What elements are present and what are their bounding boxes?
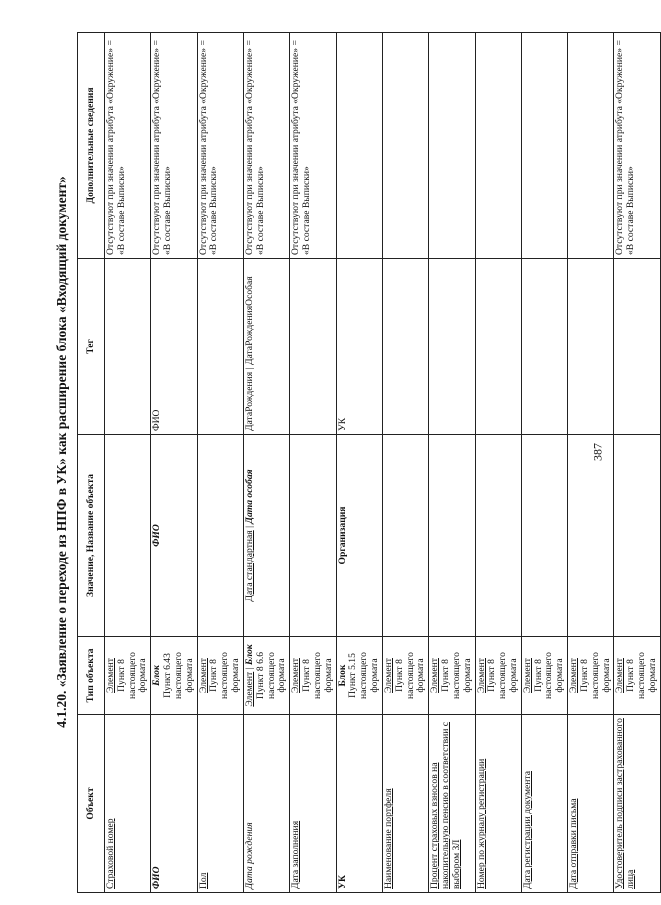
column-header-tag: Тег bbox=[78, 259, 105, 435]
object-name: Процент страховых взносов на накопительную пенсию в соответствии с выбором ЗЛ bbox=[429, 721, 462, 889]
cell-note bbox=[290, 33, 336, 259]
type-label-element: Элемент bbox=[243, 671, 255, 707]
cell-object bbox=[290, 715, 336, 893]
cell-tag bbox=[382, 259, 428, 435]
column-header-note: Дополнительные сведения bbox=[78, 33, 105, 259]
type-label: Элемент bbox=[568, 658, 580, 693]
table-row bbox=[614, 33, 660, 893]
type-ref: Пункт 8 6.6 настоящего формата bbox=[254, 651, 288, 700]
cell-value bbox=[429, 435, 475, 637]
cell-note bbox=[243, 33, 289, 259]
cell-value bbox=[521, 435, 567, 637]
type-ref: Пункт 8 настоящего формата bbox=[115, 652, 149, 699]
table-row bbox=[568, 33, 614, 893]
cell-tag bbox=[521, 259, 567, 435]
cell-note bbox=[105, 33, 151, 259]
cell-tag bbox=[105, 259, 151, 435]
cell-tag bbox=[429, 259, 475, 435]
cell-object bbox=[336, 715, 382, 893]
object-name: ФИО bbox=[151, 866, 163, 889]
type-ref: Пункт 6.43 настоящего формата bbox=[162, 652, 195, 699]
cell-type bbox=[243, 637, 289, 715]
note-text: Отсутствуют при значении атрибута «Окружение» = «В составе Выписки» bbox=[614, 40, 637, 255]
type-label: Блок bbox=[336, 664, 348, 687]
value-separator: | bbox=[243, 523, 255, 531]
cell-object bbox=[568, 715, 614, 893]
cell-type bbox=[290, 637, 336, 715]
spec-table bbox=[77, 32, 661, 893]
cell-object bbox=[614, 715, 660, 893]
cell-type bbox=[197, 637, 243, 715]
object-name: Наименование портфеля bbox=[382, 788, 394, 889]
cell-tag bbox=[243, 259, 289, 435]
cell-value bbox=[151, 435, 197, 637]
cell-type bbox=[382, 637, 428, 715]
cell-tag bbox=[614, 259, 660, 435]
cell-type bbox=[568, 637, 614, 715]
value-text: ФИО bbox=[151, 524, 163, 547]
type-label: Элемент bbox=[614, 658, 626, 693]
note-text: Отсутствуют при значении атрибута «Окружение» = «В составе Выписки» bbox=[243, 40, 266, 255]
table-row bbox=[151, 33, 197, 893]
table-row bbox=[336, 33, 382, 893]
type-label: Элемент bbox=[105, 658, 116, 693]
table-row bbox=[382, 33, 428, 893]
type-ref: Пункт 8 настоящего формата bbox=[532, 652, 566, 699]
cell-type bbox=[336, 637, 382, 715]
object-name: Страховой номер bbox=[105, 818, 116, 889]
object-name: Пол bbox=[197, 872, 209, 889]
cell-note bbox=[475, 33, 521, 259]
cell-object bbox=[151, 715, 197, 893]
note-text: Отсутствуют при значении атрибута «Окружение» = «В составе Выписки» bbox=[151, 40, 174, 255]
type-label: Элемент bbox=[382, 658, 394, 693]
cell-note bbox=[429, 33, 475, 259]
value-text-standard: Дата стандартная bbox=[243, 530, 255, 602]
cell-object bbox=[243, 715, 289, 893]
cell-note bbox=[197, 33, 243, 259]
cell-value bbox=[197, 435, 243, 637]
cell-note bbox=[568, 33, 614, 259]
cell-object bbox=[197, 715, 243, 893]
table-row bbox=[105, 33, 151, 893]
cell-note bbox=[336, 33, 382, 259]
column-header-value: Значение, Название объекта bbox=[78, 435, 105, 637]
object-name: Дата отправки письма bbox=[568, 798, 580, 889]
cell-tag bbox=[290, 259, 336, 435]
cell-object bbox=[521, 715, 567, 893]
type-ref: Пункт 5.15 настоящего формата bbox=[347, 652, 381, 699]
type-ref: Пункт 8 настоящего формата bbox=[578, 652, 612, 699]
cell-note bbox=[382, 33, 428, 259]
cell-object bbox=[105, 715, 151, 893]
type-separator: | bbox=[243, 665, 255, 672]
cell-type bbox=[151, 637, 197, 715]
type-label: Блок bbox=[151, 665, 163, 686]
column-header-type: Тип объекта bbox=[78, 637, 105, 715]
type-ref: Пункт 8 настоящего формата bbox=[208, 652, 242, 699]
table-header-row bbox=[78, 33, 105, 893]
table-row bbox=[290, 33, 336, 893]
cell-type bbox=[429, 637, 475, 715]
cell-note bbox=[614, 33, 660, 259]
table-row bbox=[429, 33, 475, 893]
type-ref: Пункт 8 настоящего формата bbox=[301, 652, 334, 699]
cell-note bbox=[521, 33, 567, 259]
table-row bbox=[243, 33, 289, 893]
cell-note bbox=[151, 33, 197, 259]
cell-value bbox=[336, 435, 382, 637]
type-label: Элемент bbox=[521, 658, 533, 693]
cell-value bbox=[475, 435, 521, 637]
tag-text: УК bbox=[336, 417, 348, 431]
cell-tag bbox=[197, 259, 243, 435]
type-ref: Пункт 8 настоящего формата bbox=[625, 652, 658, 699]
cell-tag bbox=[475, 259, 521, 435]
object-name: Номер по журналу регистрации bbox=[475, 758, 487, 889]
type-label: Элемент bbox=[290, 658, 302, 693]
cell-value bbox=[243, 435, 289, 637]
table-row bbox=[475, 33, 521, 893]
type-ref: Пункт 8 настоящего формата bbox=[440, 652, 473, 699]
type-label: Элемент bbox=[475, 658, 487, 693]
note-text: Отсутствуют при значении атрибута «Окружение» = «В составе Выписки» bbox=[105, 40, 127, 255]
type-ref: Пункт 8 настоящего формата bbox=[486, 652, 519, 699]
cell-type bbox=[105, 637, 151, 715]
cell-object bbox=[382, 715, 428, 893]
cell-object bbox=[429, 715, 475, 893]
cell-value bbox=[290, 435, 336, 637]
value-text: Организация bbox=[336, 506, 348, 565]
object-name: Дата регистрации документа bbox=[521, 771, 533, 889]
type-label: Элемент bbox=[197, 658, 209, 693]
object-name: УК bbox=[336, 875, 348, 889]
object-name: Дата заполнения bbox=[290, 820, 302, 889]
table-row bbox=[521, 33, 567, 893]
column-header-object: Объект bbox=[78, 715, 105, 893]
type-label-block: Блок bbox=[243, 644, 255, 666]
table-row bbox=[197, 33, 243, 893]
note-text: Отсутствуют при значении атрибута «Окружение» = «В составе Выписки» bbox=[197, 40, 220, 255]
section-heading: 4.1.20. «Заявление о переходе из НПФ в УК» как расширение блока «Входящий документ» bbox=[54, 176, 69, 728]
cell-value bbox=[614, 435, 660, 637]
object-name: Дата рождения bbox=[243, 822, 255, 889]
cell-tag bbox=[151, 259, 197, 435]
cell-tag bbox=[336, 259, 382, 435]
value-text-special: Дата особая bbox=[243, 469, 255, 524]
type-ref: Пункт 8 настоящего формата bbox=[393, 652, 427, 699]
cell-value bbox=[105, 435, 151, 637]
object-name: Удостоверитель подписи застрахованного лица bbox=[614, 718, 637, 889]
cell-type bbox=[475, 637, 521, 715]
cell-object bbox=[475, 715, 521, 893]
cell-type bbox=[614, 637, 660, 715]
tag-text: ФИО bbox=[151, 409, 163, 431]
type-label: Элемент bbox=[429, 658, 441, 693]
cell-type bbox=[521, 637, 567, 715]
cell-value bbox=[382, 435, 428, 637]
note-text: Отсутствуют при значении атрибута «Окружение» = «В составе Выписки» bbox=[290, 40, 313, 255]
cell-value bbox=[568, 435, 614, 637]
tag-text: ДатаРождения | ДатаРожденияОсобая bbox=[243, 276, 255, 431]
page-number: 387 bbox=[590, 443, 605, 461]
cell-tag bbox=[568, 259, 614, 435]
